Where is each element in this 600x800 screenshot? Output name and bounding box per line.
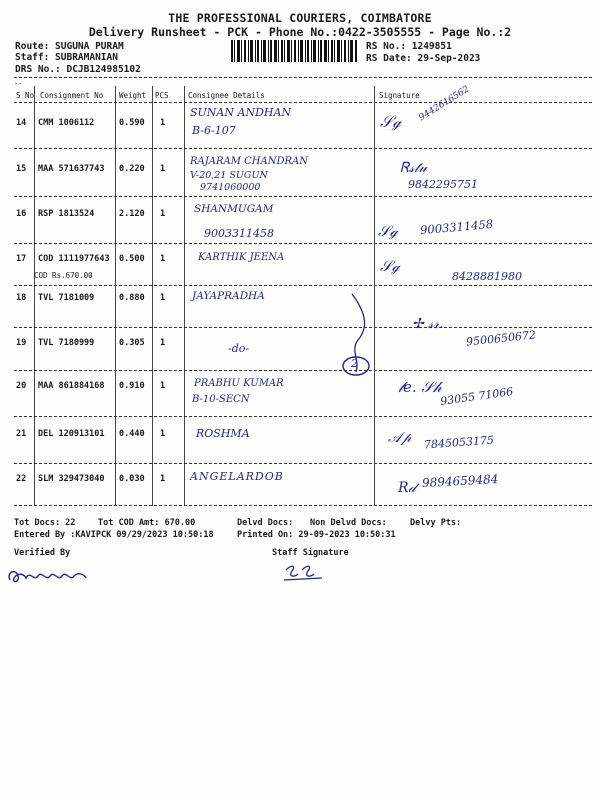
row-sno: 21: [16, 429, 27, 439]
rule-v4: [184, 86, 185, 506]
entered-by: Entered By :KAVIPCK 09/29/2023 10:50:18: [14, 530, 214, 540]
staff-signature: [282, 562, 326, 584]
row-divider: [14, 463, 592, 464]
row-divider: [14, 370, 592, 371]
total-docs: Tot Docs: 22: [14, 518, 76, 528]
signature-phone: 9003311458: [419, 216, 494, 238]
row-divider-bottom: [14, 505, 592, 506]
row-consignment: DEL 120913101: [38, 429, 105, 439]
row-consignment: SLM 329473040: [38, 474, 105, 484]
consignee-name: JAYAPRADHA: [192, 290, 265, 302]
row-sno: 15: [16, 164, 27, 174]
dash-mark: --: [14, 80, 23, 88]
signature-phone: 7845053175: [423, 433, 495, 452]
row-weight: 0.030: [119, 474, 145, 484]
col-pcs: PCS: [155, 91, 169, 100]
row-consignment: COD 1111977643: [38, 254, 110, 264]
row-weight: 0.880: [119, 293, 145, 303]
consignee-name: ANGELARDOB: [190, 470, 284, 483]
signature-mark: 𝒮ℊ: [378, 222, 398, 240]
drs-number: DRS No.: DCJB124985102: [15, 64, 141, 75]
consignee-name: KARTHIK JEENA: [198, 252, 285, 263]
signature-phone: 93055 71066: [439, 384, 515, 409]
rule-v1: [34, 86, 35, 506]
consignee-ditto: -do-: [228, 342, 250, 355]
row-pcs: 1: [160, 118, 166, 128]
row-pcs: 1: [160, 338, 166, 348]
row-sno: 18: [16, 293, 27, 303]
signature-phone: 9442616562: [417, 84, 472, 124]
non-delivered-docs: Non Delvd Docs:: [310, 518, 387, 528]
route-label: Route: SUGUNA PURAM: [15, 41, 124, 52]
staff-signature-label: Staff Signature: [272, 548, 349, 558]
signature-phone: 9894659484: [421, 472, 499, 490]
row-divider: [14, 285, 592, 286]
signature-mark: ✢ 𝓈𝓇.: [412, 316, 444, 332]
consignee-address: V-20,21 SUGUN: [190, 170, 268, 181]
signature-mark: 𝑅𝒹: [398, 480, 416, 496]
company-title: THE PROFESSIONAL COURIERS, COIMBATORE: [168, 11, 432, 25]
consignee-address: B-10-SECN: [192, 394, 250, 405]
row-consignment: RSP 1813524: [38, 209, 95, 219]
row-weight: 0.500: [119, 254, 145, 264]
row-weight: 0.590: [119, 118, 145, 128]
row-consignment: CMM 1006112: [38, 118, 95, 128]
row-weight: 0.220: [119, 164, 145, 174]
circled-number: 2: [351, 357, 358, 370]
delivery-points: Delvy Pts:: [410, 518, 462, 528]
row-consignment: TVL 7180999: [38, 338, 95, 348]
row-pcs: 1: [160, 429, 166, 439]
divider-top: [14, 77, 592, 78]
row-weight: 0.305: [119, 338, 145, 348]
signature-mark: Ꮢ𝓈𝓉𝓊: [400, 160, 427, 176]
row-weight: 0.910: [119, 381, 145, 391]
row-pcs: 1: [160, 381, 166, 391]
signature-mark: 𝓁𝑒. 𝒮𝒽: [398, 378, 442, 396]
consignee-name: ROSHMA: [196, 427, 250, 440]
col-sno: S No: [16, 91, 35, 100]
row-consignment: MAA 861884168: [38, 381, 105, 391]
consignee-phone: 9003311458: [204, 227, 274, 240]
rs-date: RS Date: 29-Sep-2023: [366, 53, 481, 64]
divider-header: [14, 102, 592, 103]
row-pcs: 1: [160, 254, 166, 264]
row-divider: [14, 196, 592, 197]
signature-mark: 𝒮ℊ: [380, 112, 402, 131]
signature-phone: 8428881980: [452, 270, 522, 283]
row-sno: 16: [16, 209, 27, 219]
staff-label: Staff: SUBRAMANIAN: [15, 52, 118, 63]
col-consignee: Consignee Details: [188, 91, 265, 100]
row-sno: 20: [16, 381, 27, 391]
delivered-docs: Delvd Docs:: [237, 518, 294, 528]
printed-on: Printed On: 29-09-2023 10:50:31: [237, 530, 396, 540]
signature-mark: 𝒜𝓅: [388, 430, 412, 446]
row-divider: [14, 327, 592, 328]
rs-number: RS No.: 1249851: [366, 41, 452, 52]
row-pcs: 1: [160, 164, 166, 174]
row-weight: 0.440: [119, 429, 145, 439]
signature-phone: 9842295751: [408, 178, 478, 191]
consignee-name: SUNAN ANDHAN: [190, 106, 292, 119]
row-sno: 22: [16, 474, 27, 484]
consignee-name: SHANMUGAM: [194, 203, 274, 215]
row-pcs: 1: [160, 209, 166, 219]
barcode-image: [231, 40, 357, 62]
row-sno: 17: [16, 254, 27, 264]
col-consignment: Consignment No: [40, 91, 104, 100]
runsheet-subtitle: Delivery Runsheet - PCK - Phone No.:0422-3505555 - Page No.:2: [88, 25, 512, 39]
row-consignment: TVL 7181009: [38, 293, 95, 303]
row-consignment: MAA 571637743: [38, 164, 105, 174]
row-weight: 2.120: [119, 209, 145, 219]
row-sno: 19: [16, 338, 27, 348]
row-divider: [14, 148, 592, 149]
rule-v3: [152, 86, 153, 506]
row-divider: [14, 416, 592, 417]
consignee-address: B-6-107: [192, 124, 236, 137]
signature-phone: 9500650672: [465, 328, 537, 349]
row-pcs: 1: [160, 474, 166, 484]
verifier-signature: [4, 562, 88, 588]
col-weight: Weight: [119, 91, 147, 100]
consignee-name: PRABHU KUMAR: [194, 378, 284, 389]
total-cod-amount: Tot COD Amt: 670.00: [98, 518, 196, 528]
row-sno: 14: [16, 118, 27, 128]
consignee-phone: 9741060000: [200, 182, 261, 193]
row-pcs: 1: [160, 293, 166, 303]
cod-amount: COD Rs.670.00: [34, 271, 93, 280]
col-signature: Signature: [379, 91, 420, 100]
row-divider: [14, 243, 592, 244]
rule-v2: [115, 86, 116, 506]
signature-mark: 𝒮ℊ: [380, 257, 400, 275]
verified-by-label: Verified By: [14, 548, 71, 558]
consignee-name: RAJARAM CHANDRAN: [190, 156, 309, 167]
